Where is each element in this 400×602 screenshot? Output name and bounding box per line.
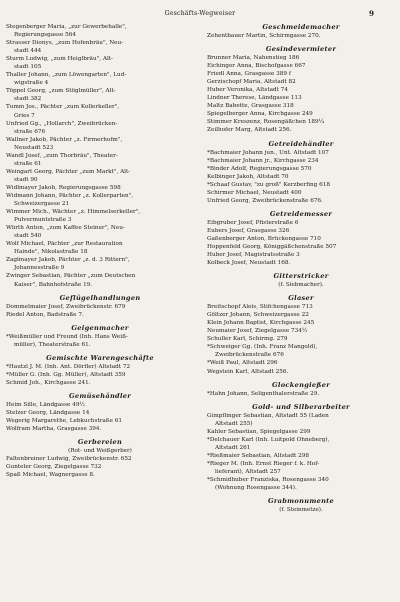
directory-section <box>207 403 395 492</box>
directory-entry: Lindner Therese, Ländgasse 113 <box>207 95 302 102</box>
section-heading: Getreidehändler <box>268 139 334 148</box>
directory-entry: Brunner Maria, Nahenstieg 186 <box>207 55 300 62</box>
directory-entry: Unfried Georg, Zweibrückenstraße 676. <box>207 197 323 204</box>
directory-entry: Wolf Michael, Pächter „zur Restauration Hainde", Nikolastraße 18 <box>6 241 123 256</box>
section-heading: Glockengießer <box>272 380 330 389</box>
directory-entry: Huber Veronika, Altstadt 74 <box>207 87 288 94</box>
directory-entry: Maltz Babette, Grasgasse 318 <box>207 103 294 110</box>
directory-section <box>6 438 194 479</box>
directory-entry: Eubers Josef, Grasgasse 326 <box>207 227 290 234</box>
directory-entry: Wimmer Mich., Wächter „z. Himmelserkeller", Pulvermuntstraße 3 <box>6 209 141 224</box>
directory-section <box>207 210 395 267</box>
directory-entry: Kelbinger Jakob, Altstadt 70 <box>207 173 289 180</box>
running-title: Geschäfts-Wegweiser <box>164 10 236 17</box>
directory-entry: Weingart Georg, Pächter „zum Markt", Alt- stadt 90 <box>6 168 131 183</box>
directory-entry: Kolbeck Josef, Neustadt 168. <box>207 260 291 267</box>
directory-entry: Huber Josef, Magistratsstraße 3 <box>207 252 300 259</box>
directory-entry: Zeilhofer Marg, Altstadt 256. <box>207 127 292 134</box>
directory-entry: Riedel Anton, Badstraße 7. <box>6 311 84 318</box>
section-heading: Glaser <box>288 294 314 303</box>
section-heading: Grabmonumente <box>267 497 335 506</box>
directory-section <box>207 294 395 375</box>
directory-entry: Gerzischopf Maria, Altstadt 82 <box>207 79 296 86</box>
directory-entry: Töppel Georg, „zum Stöglmüller", Alt- stadt 382 <box>6 88 116 103</box>
section-heading: Gerbereien <box>77 438 123 447</box>
directory-entry: Unfried Gg., „Hollarch", Zweibrücken- straße 676 <box>6 120 118 135</box>
directory-entry: Wegerig Margarethe, Lebkuchstraße 61 <box>6 417 122 424</box>
directory-entry: Gaßenberger Anton, Brückengasse 710 <box>207 235 321 242</box>
directory-entry: *Schaaf Gustav, "zu groß" Kerzberfing 618 <box>207 181 330 188</box>
directory-entry: Friedl Anna, Grasgasse 389 f <box>207 71 291 78</box>
directory-entry: Wandl Josef, „zum Thorbräu", Theater- straße 61 <box>6 152 118 167</box>
directory-section <box>207 381 395 398</box>
section-heading: Gold- und Silberarbeiter <box>252 402 350 411</box>
directory-entry: Strasser Dionys, „zum Hofenbräu", Neu- stadt 444 <box>6 40 124 55</box>
directory-section <box>207 140 395 205</box>
directory-entry: Gunteler Georg, Ziegelgasse 732 <box>6 464 102 471</box>
directory-entry: Breitschopf Alois, Stifchengasse 713 <box>207 304 313 311</box>
directory-entry: *Müller G. (Inh. Gg. Müller), Altstadt 359 <box>6 371 126 378</box>
directory-entry: *Rießmaier Sebastian, Altstadt 298 <box>207 452 309 459</box>
section-heading: Gemüsehändler <box>68 391 132 400</box>
directory-entry: Stelzer Georg, Ländgasse 14 <box>6 409 90 416</box>
section-heading: Getreidemesser <box>269 209 333 218</box>
directory-entry: Wegstein Karl, Altstadt 256. <box>207 368 289 375</box>
directory-entry: *Schmidhuber Franziska, Rosengasse 340 (Wohnung Rosengasse 344). <box>207 476 329 492</box>
directory-entry: Eichinger Anna, Bischofgasse 667 <box>207 63 306 70</box>
directory-entry: Wallner Jakob, Pächter „z. Firmerhofm", Neustadt 523 <box>6 136 123 151</box>
directory-entry: *Weißmüller und Freund (Inh. Hans Weiß- müller), Theaterstraße 61. <box>6 333 128 348</box>
directory-entry: Schmid Joh., Kirchgasse 241. <box>6 379 91 386</box>
page-number: 9 <box>368 9 374 18</box>
directory-entry: *Schweiger Gg. (Inh. Franz Mangold), Zweibrückenstraße 676 <box>207 344 318 359</box>
directory-entry: Widmann Johann, Pächter „z. Kollerparten", Schweizergasse 21 <box>6 192 134 208</box>
directory-entry: *Bachmaier Johann jun., Unt. Altstadt 107 <box>207 149 329 156</box>
section-subheading: (f. Steinmetze). <box>279 507 323 514</box>
directory-entry: *Hautzl J. M. (Inh. Ant. Dörfler) Altstadt 72 <box>6 363 131 370</box>
section-subheading: (f. Siebmacher). <box>278 282 324 289</box>
directory-entry: *Bachmaier Johann jr., Kirchgasse 234 <box>207 157 319 164</box>
section-heading: Gesindevermieter <box>265 45 337 54</box>
left-column <box>6 23 194 479</box>
directory-entry: Würth Anton, „zum Kaffee Steiner", Neu- stadt 540 <box>6 225 125 240</box>
section-heading: Geschmeidemacher <box>262 23 340 31</box>
directory-section <box>207 23 395 40</box>
directory-entry: Dommelmaier Josef, Zweibrückenstr. 679 <box>6 303 126 310</box>
directory-entry: Klein Johann Baptist, Kirchgasse 245 <box>207 320 315 327</box>
directory-entry: Neumaier Josef, Ziegelgasse 734½ <box>207 328 308 335</box>
directory-section <box>6 354 194 387</box>
directory-entry: Spaß Michael, Wagnergasse 8. <box>6 472 95 479</box>
section-subheading: (Rot- und Weißgerber) <box>68 448 132 455</box>
right-column <box>207 23 395 514</box>
section-heading: Gemischte Warengeschäfte <box>46 353 154 362</box>
directory-entry: Tumm Jos., Pächter „zum Kollerkeller", Gries 7 <box>6 104 120 119</box>
directory-section <box>207 45 395 134</box>
directory-section <box>207 497 395 514</box>
directory-entry: Hoppenfeld Georg, Königgäßchenstraße 507 <box>207 243 337 250</box>
directory-entry: Faltenbreiner Ludwig, Zweibrückenstr. 652 <box>6 456 132 463</box>
directory-entry: Kahler Sebastian, Spiegelgasse 299 <box>207 428 311 435</box>
directory-entry: Zaglmayer Jakob, Pächter „z. d. 3 Rittern", Johannesstraße 9 <box>6 257 130 272</box>
directory-entry: *Delchauer Karl (Inh. Luitpold Ohneberg), Altstadt 261 <box>207 436 330 451</box>
directory-section <box>207 272 395 289</box>
section-heading: Gitterstricker <box>273 272 329 281</box>
directory-entry: Schirmer Michael, Neustadt 400 <box>207 189 302 196</box>
directory-entry: Zehentbauer Martin, Schirmgasse 270. <box>207 33 321 39</box>
directory-entry: Widlmayer Jakob, Regierungsgasse 598 <box>6 184 121 191</box>
directory-entry: *Weiß Paul, Altstadt 296 <box>207 360 278 367</box>
directory-entry: Stegenberger Maria, „zur Gewerbehalle", Regierungsgasse 564 <box>6 24 127 39</box>
directory-entry: Gimpflinger Sebastian, Altstadt 55 (Laden Altstadt 255) <box>207 412 329 427</box>
directory-entry: Sturm Ludwig, „zum Heiglbräu", Alt- stadt 105 <box>6 56 113 71</box>
directory-entry: Thaller Johann, „zum Löwengarten", Lud- wigstraße 4 <box>6 72 127 87</box>
directory-entry: Stimmer Kreszenz, Rosengäßchen 189¼ <box>207 119 325 126</box>
section-heading: Geflügelhandlungen <box>59 293 141 302</box>
directory-section <box>6 294 194 319</box>
directory-entry: Heim Sille, Ländgasse 49½ <box>6 401 85 408</box>
directory-entry: Göltzer Johann, Schweizergasse 22 <box>207 312 309 319</box>
directory-entry: Spiegelberger Anna, Kirchgasse 249 <box>207 111 313 118</box>
directory-entry: *Rieger M. (Inh. Ernst Rieger f. k. Hof- lieferant), Altstadt 257 <box>207 460 320 475</box>
directory-section <box>6 324 194 349</box>
directory-entry: Wolfram Martha, Grasgasse 394. <box>6 426 102 433</box>
directory-entry: Schuller Karl, Schirmg. 279 <box>207 336 288 343</box>
directory-entry: Eibgruber Josef, Pfisterstraße 6 <box>207 219 299 226</box>
directory-section <box>6 392 194 433</box>
section-heading: Geigenmacher <box>71 323 129 332</box>
directory-entry: Zwinger Sebastian, Pächter „zum Deutschen Kaiser", Bahnhofstraße 19. <box>6 273 136 288</box>
directory-entry: *Hahn Johann, Seligenthalerstraße 29. <box>207 390 320 397</box>
directory-section <box>6 23 194 289</box>
directory-entry: *Binder Adolf, Regierungsgasse 570 <box>207 165 312 172</box>
